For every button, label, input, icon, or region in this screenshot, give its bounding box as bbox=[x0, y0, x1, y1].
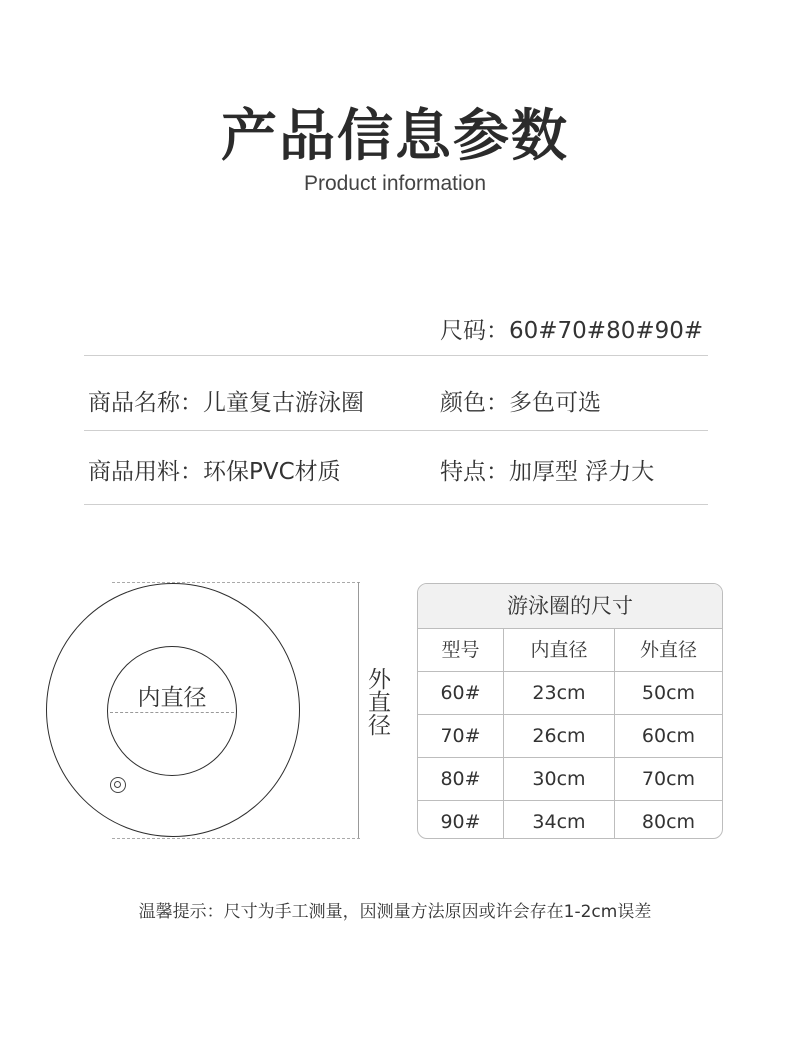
table-cell: 70# bbox=[418, 715, 504, 757]
inner-diameter-label: 内直径 bbox=[137, 685, 207, 711]
swim-ring-diagram bbox=[40, 575, 420, 850]
table-cell: 60cm bbox=[641, 725, 696, 747]
table-cell: 70cm bbox=[641, 768, 696, 790]
spec-feature-label: 特点： bbox=[440, 459, 509, 485]
air-valve-icon bbox=[110, 777, 126, 793]
spec-name-label: 商品名称： bbox=[88, 390, 203, 416]
size-table-header-cell: 外直径 bbox=[639, 639, 697, 661]
spec-size-value: 60#70#80#90# bbox=[509, 318, 704, 344]
size-table-header-cell: 内直径 bbox=[504, 629, 615, 671]
spec-color-value: 多色可选 bbox=[509, 390, 601, 416]
table-cell: 90# bbox=[418, 801, 504, 839]
table-cell: 80cm bbox=[641, 811, 696, 833]
page-subtitle: Product information bbox=[303, 172, 487, 195]
spec-row-size bbox=[84, 283, 708, 356]
size-table bbox=[417, 583, 723, 839]
spec-material bbox=[88, 457, 341, 487]
table-cell: 60# bbox=[418, 672, 504, 714]
spec-color-label: 颜色： bbox=[440, 390, 509, 416]
spec-name-value: 儿童复古游泳圈 bbox=[203, 390, 364, 416]
table-row bbox=[418, 758, 722, 801]
table-cell: 26cm bbox=[504, 715, 615, 757]
spec-size-label: 尺码： bbox=[440, 318, 509, 344]
size-table-header-cell: 型号 bbox=[418, 629, 504, 671]
measurement-note: 温馨提示：尺寸为手工测量，因测量方法原因或许会存在1-2cm误差 bbox=[138, 902, 652, 922]
outer-diameter-line bbox=[358, 582, 359, 838]
table-cell: 50cm bbox=[641, 682, 696, 704]
table-cell: 80# bbox=[418, 758, 504, 800]
table-row bbox=[418, 672, 722, 715]
dimension-guide-top bbox=[112, 582, 360, 583]
page-title: 产品信息参数 bbox=[221, 104, 569, 169]
table-cell: 34cm bbox=[504, 801, 615, 839]
outer-diameter-label: 外直径 bbox=[364, 667, 390, 736]
table-cell: 23cm bbox=[504, 672, 615, 714]
spec-name bbox=[88, 388, 364, 418]
table-row bbox=[418, 715, 722, 758]
table-row bbox=[418, 801, 722, 839]
inner-diameter-line bbox=[110, 712, 234, 713]
spec-feature bbox=[440, 457, 654, 487]
spec-row-material-feature bbox=[84, 431, 708, 505]
spec-row-name-color bbox=[84, 358, 708, 431]
spec-material-value: 环保PVC材质 bbox=[203, 459, 341, 485]
spec-feature-value: 加厚型 浮力大 bbox=[509, 459, 655, 485]
spec-material-label: 商品用料： bbox=[88, 459, 203, 485]
table-cell: 30cm bbox=[504, 758, 615, 800]
spec-size bbox=[440, 316, 703, 346]
dimension-guide-bottom bbox=[112, 838, 360, 839]
size-table-title: 游泳圈的尺寸 bbox=[418, 584, 722, 629]
spec-color bbox=[440, 388, 601, 418]
size-table-header-row bbox=[418, 629, 722, 672]
